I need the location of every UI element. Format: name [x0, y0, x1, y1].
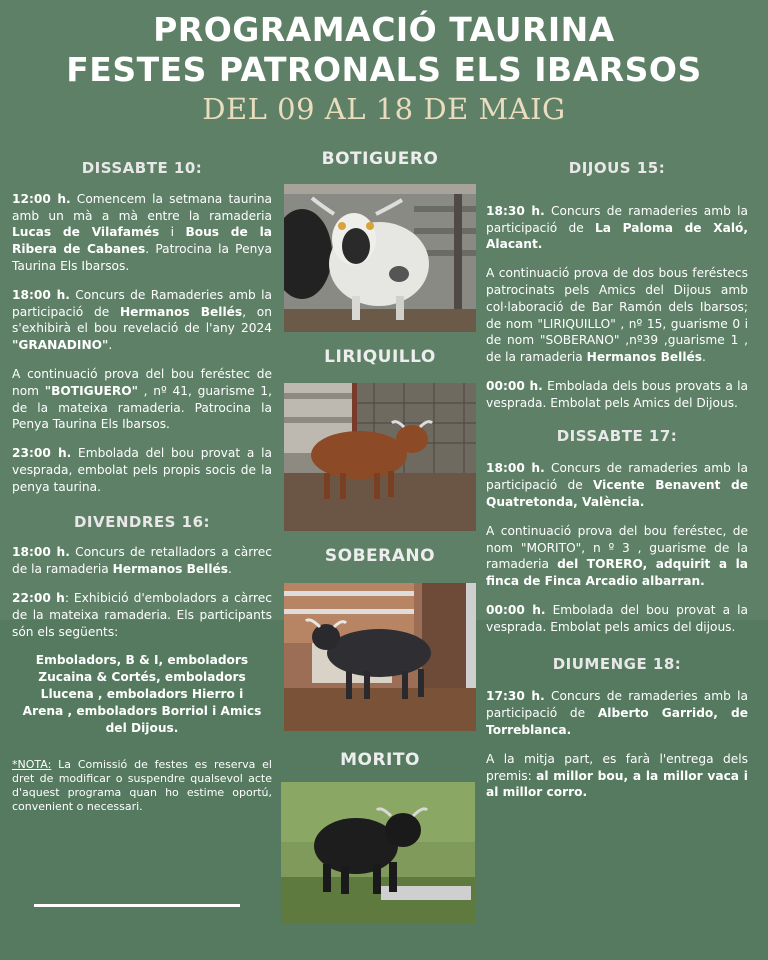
event-sat10-2: 18:00 h. Concurs de Ramaderies amb la participació de Hermanos Bellés, on s'exhibirà el bou revelació de l'any 2024 "GRANADINO". — [12, 287, 273, 353]
bull-photo-botiguero — [284, 184, 476, 332]
event-thu15-3: 00:00 h. Embolada dels bous provats a la vesprada. Embolat pels Amics del Dijous. — [486, 378, 748, 410]
bull-photo-soberano — [284, 583, 476, 731]
day-heading-divendres-16: DIVENDRES 16: — [73, 512, 211, 531]
bull-name-liriquillo: LIRIQUILLO — [324, 347, 436, 367]
event-thu15-1: 18:30 h. Concurs de ramaderies amb la participació de La Paloma de Xaló, Alacant. — [486, 203, 748, 252]
bull-name-botiguero: BOTIGUERO — [321, 149, 439, 169]
day-heading-diumenge-18: DIUMENGE 18: — [552, 654, 682, 673]
page-title: PROGRAMACIÓ TAURINA — [153, 10, 615, 49]
right-column — [486, 160, 748, 813]
date-range: DEL 09 AL 18 DE MAIG — [202, 92, 566, 126]
bull-name-morito: MORITO — [340, 750, 420, 770]
event-fri16-1: 18:00 h. Concurs de retalladors a càrrec de la ramaderia Hermanos Bellés. — [12, 545, 272, 577]
day-heading-dijous-15: DIJOUS 15: — [568, 159, 666, 177]
bull-photo-liriquillo — [284, 383, 476, 531]
day-heading-dissabte-10: DISSABTE 10: — [81, 159, 203, 177]
divider-line — [34, 904, 240, 907]
day-heading-dissabte-17: DISSABTE 17: — [556, 426, 678, 445]
event-sun18-1: 17:30 h. Concurs de ramaderies amb la participació de Alberto Garrido, de Torreblanca. — [486, 689, 748, 737]
event-sat10-4: 23:00 h. Embolada del bou provat a la vesprada, embolat pels propis socis de la penya taurina. — [12, 446, 272, 494]
event-sat17-3: 00:00 h. Embolada del bou provat a la vesprada. Embolat pels amics del dijous. — [486, 602, 749, 634]
bull-photo-morito — [281, 782, 475, 924]
event-thu15-2: A continuació prova de dos bous feréstecs patrocinats pels Amics del Dijous amb col·laboració de Bar Ramón dels Ibarsos; de nom "LIRIQUILLO" , nº 15, guarisme 0 i de nom "SOBERANO" ,nº39 ,guarisme 1 , de la ramaderia Hermanos Bellés. — [486, 266, 748, 365]
event-sat17-1: 18:00 h. Concurs de ramaderies amb la participació de Vicente Benavent de Quatretonda, València. — [486, 461, 748, 509]
event-sun18-2: A la mitja part, es farà l'entrega dels premis: al millor bou, a la millor vaca i al millor corro. — [486, 751, 748, 800]
bull-name-soberano: SOBERANO — [324, 546, 436, 566]
left-column — [12, 160, 272, 826]
event-sat10-1: 12:00 h. Comencem la setmana taurina amb un mà a mà entre la ramaderia Lucas de Vilafamés i Bous de la Ribera de Cabanes. Patrocina la Penya Taurina Els Ibarsos. — [12, 191, 273, 273]
event-sat17-2: A continuació prova del bou feréstec, de nom "MORITO", n º 3 , guarisme de la ramaderia del TORERO, adquirit a la finca de Finca Arcadio albarran. — [486, 523, 748, 589]
participants-list: Emboladors, B & I, emboladors Zucaina & Cortés, emboladors Llucena , emboladors Hierro i Arena , emboladors Borriol i Amics del Dijous. — [22, 653, 262, 735]
page-subtitle: FESTES PATRONALS ELS IBARSOS — [66, 50, 702, 89]
event-sat10-3: A continuació prova del bou feréstec de nom "BOTIGUERO" , nº 41, guarisme 1, de la mateixa ramaderia. Patrocina la Penya Taurina Els Ibarsos. — [12, 366, 272, 432]
footnote: *NOTA: La Comissió de festes es reserva el dret de modificar o suspendre qualsevol acte d'aquest programa quan ho estime oportú, convenient o necessari. — [12, 758, 272, 814]
event-fri16-2: 22:00 h: Exhibició d'emboladors a càrrec de la mateixa ramaderia. Els participants són els següents: — [12, 590, 272, 639]
